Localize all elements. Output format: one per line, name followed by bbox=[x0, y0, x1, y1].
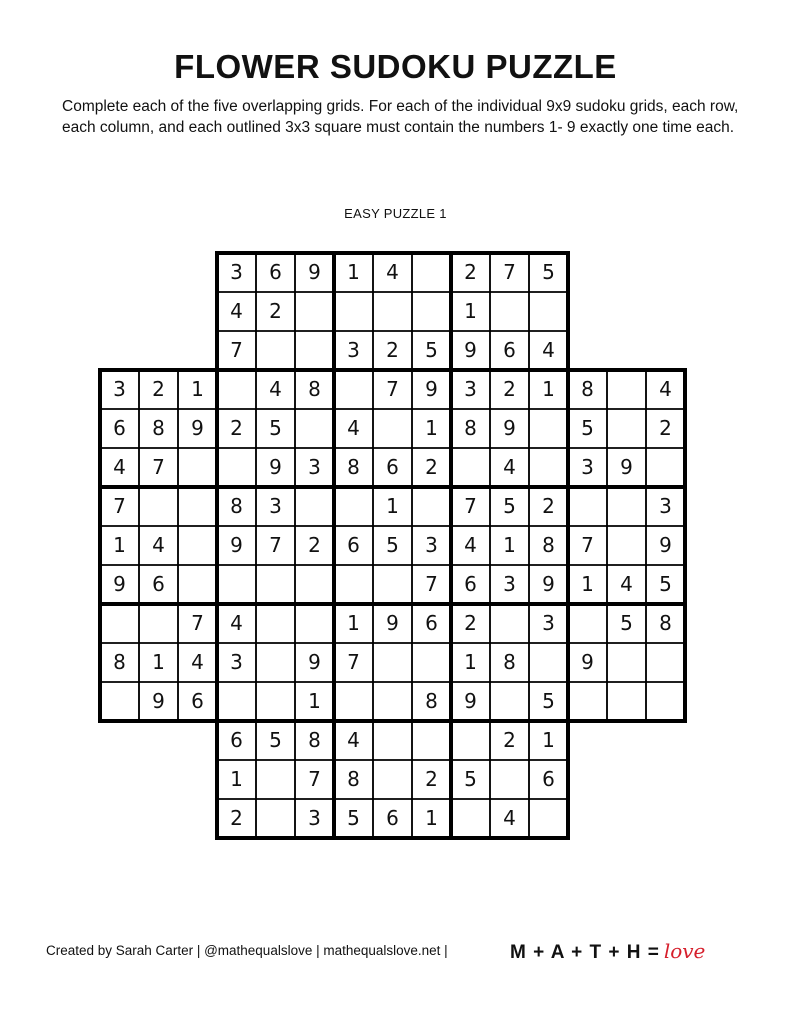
sudoku-cell[interactable]: 6 bbox=[113, 416, 126, 440]
sudoku-cell[interactable]: 1 bbox=[503, 533, 516, 557]
sudoku-cell[interactable]: 8 bbox=[152, 416, 165, 440]
sudoku-cell[interactable]: 3 bbox=[464, 377, 477, 401]
sudoku-cell[interactable]: 9 bbox=[659, 533, 672, 557]
sudoku-cell[interactable]: 7 bbox=[581, 533, 594, 557]
sudoku-cell[interactable]: 1 bbox=[230, 767, 243, 791]
sudoku-cell[interactable]: 4 bbox=[347, 416, 360, 440]
sudoku-cell[interactable]: 3 bbox=[581, 455, 594, 479]
sudoku-cell[interactable]: 8 bbox=[308, 728, 321, 752]
sudoku-cell[interactable]: 2 bbox=[659, 416, 672, 440]
sudoku-cell[interactable]: 8 bbox=[113, 650, 126, 674]
sudoku-cell[interactable]: 2 bbox=[386, 338, 399, 362]
sudoku-cell[interactable]: 5 bbox=[620, 611, 633, 635]
sudoku-cell[interactable]: 9 bbox=[620, 455, 633, 479]
sudoku-cell[interactable]: 2 bbox=[542, 494, 555, 518]
sudoku-cell[interactable]: 4 bbox=[503, 455, 516, 479]
sudoku-cell[interactable]: 7 bbox=[425, 572, 438, 596]
puzzle-subtitle: EASY PUZZLE 1 bbox=[344, 206, 447, 221]
sudoku-cell[interactable]: 9 bbox=[503, 416, 516, 440]
sudoku-cell[interactable]: 9 bbox=[269, 455, 282, 479]
sudoku-cell[interactable]: 7 bbox=[191, 611, 204, 635]
sudoku-cell[interactable]: 3 bbox=[230, 260, 243, 284]
sudoku-cell[interactable]: 5 bbox=[347, 806, 360, 830]
sudoku-cell[interactable]: 9 bbox=[230, 533, 243, 557]
sudoku-cell[interactable]: 6 bbox=[503, 338, 516, 362]
sudoku-cell[interactable]: 1 bbox=[113, 533, 126, 557]
sudoku-cell[interactable]: 2 bbox=[464, 260, 477, 284]
sudoku-cell[interactable]: 8 bbox=[425, 689, 438, 713]
sudoku-cell[interactable]: 6 bbox=[464, 572, 477, 596]
sudoku-cell[interactable]: 5 bbox=[542, 689, 555, 713]
sudoku-cell[interactable]: 1 bbox=[152, 650, 165, 674]
sudoku-cell[interactable]: 1 bbox=[464, 650, 477, 674]
sudoku-cell[interactable]: 5 bbox=[386, 533, 399, 557]
sudoku-cell[interactable]: 9 bbox=[308, 260, 321, 284]
sudoku-cell[interactable]: 5 bbox=[269, 416, 282, 440]
sudoku-cell[interactable]: 9 bbox=[464, 338, 477, 362]
sudoku-cell[interactable]: 2 bbox=[230, 806, 243, 830]
sudoku-cell[interactable]: 6 bbox=[269, 260, 282, 284]
sudoku-cell[interactable]: 8 bbox=[230, 494, 243, 518]
sudoku-cell[interactable]: 2 bbox=[425, 455, 438, 479]
brand-logo bbox=[510, 939, 705, 964]
sudoku-cell[interactable]: 3 bbox=[425, 533, 438, 557]
sudoku-cell[interactable]: 7 bbox=[230, 338, 243, 362]
sudoku-cell[interactable]: 6 bbox=[386, 806, 399, 830]
sudoku-cell[interactable]: 1 bbox=[542, 728, 555, 752]
sudoku-cell[interactable]: 5 bbox=[659, 572, 672, 596]
sudoku-cell[interactable]: 1 bbox=[308, 689, 321, 713]
sudoku-cell[interactable]: 1 bbox=[347, 611, 360, 635]
sudoku-cell[interactable]: 1 bbox=[386, 494, 399, 518]
sudoku-cell[interactable]: 9 bbox=[581, 650, 594, 674]
sudoku-cell[interactable]: 2 bbox=[152, 377, 165, 401]
sudoku-cell[interactable]: 2 bbox=[503, 728, 516, 752]
sudoku-cell[interactable]: 8 bbox=[503, 650, 516, 674]
sudoku-cell[interactable]: 3 bbox=[308, 806, 321, 830]
sudoku-cell[interactable]: 7 bbox=[503, 260, 516, 284]
sudoku-cell[interactable]: 5 bbox=[581, 416, 594, 440]
sudoku-cell[interactable]: 4 bbox=[464, 533, 477, 557]
sudoku-cell[interactable]: 4 bbox=[503, 806, 516, 830]
sudoku-cell[interactable]: 3 bbox=[347, 338, 360, 362]
sudoku-cell[interactable]: 4 bbox=[191, 650, 204, 674]
sudoku-cell[interactable]: 3 bbox=[308, 455, 321, 479]
sudoku-cell[interactable]: 6 bbox=[347, 533, 360, 557]
sudoku-cell[interactable]: 4 bbox=[269, 377, 282, 401]
sudoku-cell[interactable]: 6 bbox=[386, 455, 399, 479]
sudoku-cell[interactable]: 3 bbox=[113, 377, 126, 401]
sudoku-cell[interactable]: 4 bbox=[230, 299, 243, 323]
sudoku-cell[interactable]: 3 bbox=[659, 494, 672, 518]
sudoku-cell[interactable]: 6 bbox=[425, 611, 438, 635]
sudoku-cell[interactable]: 1 bbox=[581, 572, 594, 596]
sudoku-cell[interactable]: 5 bbox=[425, 338, 438, 362]
sudoku-cell[interactable]: 7 bbox=[152, 455, 165, 479]
sudoku-cell[interactable]: 7 bbox=[464, 494, 477, 518]
sudoku-cell[interactable]: 8 bbox=[464, 416, 477, 440]
sudoku-cell[interactable]: 9 bbox=[308, 650, 321, 674]
sudoku-cell[interactable]: 5 bbox=[464, 767, 477, 791]
sudoku-cell[interactable]: 9 bbox=[386, 611, 399, 635]
sudoku-cell[interactable]: 3 bbox=[503, 572, 516, 596]
sudoku-cell[interactable]: 5 bbox=[503, 494, 516, 518]
sudoku-cell[interactable]: 9 bbox=[191, 416, 204, 440]
sudoku-cell[interactable]: 9 bbox=[542, 572, 555, 596]
sudoku-cell[interactable]: 2 bbox=[230, 416, 243, 440]
sudoku-cell[interactable]: 2 bbox=[269, 299, 282, 323]
sudoku-cell[interactable]: 2 bbox=[308, 533, 321, 557]
sudoku-cell[interactable]: 6 bbox=[542, 767, 555, 791]
sudoku-cell[interactable]: 1 bbox=[347, 260, 360, 284]
sudoku-cell[interactable]: 1 bbox=[542, 377, 555, 401]
sudoku-cell[interactable]: 1 bbox=[425, 416, 438, 440]
love-script: love bbox=[663, 939, 706, 963]
sudoku-cell[interactable]: 7 bbox=[347, 650, 360, 674]
sudoku-cell[interactable]: 7 bbox=[269, 533, 282, 557]
sudoku-cell[interactable]: 4 bbox=[152, 533, 165, 557]
sudoku-cell[interactable]: 3 bbox=[542, 611, 555, 635]
sudoku-cell[interactable]: 4 bbox=[659, 377, 672, 401]
sudoku-cell[interactable]: 6 bbox=[230, 728, 243, 752]
sudoku-cell[interactable]: 8 bbox=[308, 377, 321, 401]
sudoku-cell[interactable]: 8 bbox=[542, 533, 555, 557]
sudoku-cell[interactable]: 9 bbox=[425, 377, 438, 401]
sudoku-cell[interactable]: 7 bbox=[308, 767, 321, 791]
sudoku-cell[interactable]: 9 bbox=[464, 689, 477, 713]
sudoku-cell[interactable]: 1 bbox=[464, 299, 477, 323]
sudoku-cell[interactable]: 5 bbox=[542, 260, 555, 284]
sudoku-cell[interactable]: 4 bbox=[347, 728, 360, 752]
instructions-text: Complete each of the five overlapping grids. For each of the individual 9x9 sudoku grids, each row, each column, and each outlined 3x3 square must contain the numbers 1- 9 exactly one time each. bbox=[62, 98, 739, 136]
sudoku-cell[interactable]: 6 bbox=[152, 572, 165, 596]
sudoku-cell[interactable]: 3 bbox=[269, 494, 282, 518]
sudoku-cell[interactable]: 4 bbox=[113, 455, 126, 479]
sudoku-cell[interactable]: 1 bbox=[425, 806, 438, 830]
sudoku-cell[interactable]: 4 bbox=[386, 260, 399, 284]
sudoku-cell[interactable]: 4 bbox=[542, 338, 555, 362]
sudoku-cell[interactable]: 5 bbox=[269, 728, 282, 752]
sudoku-cell[interactable]: 4 bbox=[230, 611, 243, 635]
page-title: FLOWER SUDOKU PUZZLE bbox=[174, 48, 617, 85]
sudoku-cell[interactable]: 9 bbox=[113, 572, 126, 596]
sudoku-cell[interactable]: 9 bbox=[152, 689, 165, 713]
sudoku-cell[interactable]: 8 bbox=[347, 767, 360, 791]
sudoku-cell[interactable]: 2 bbox=[425, 767, 438, 791]
footer-credit: Created by Sarah Carter | @mathequalslove | mathequalslove.net | bbox=[46, 943, 448, 958]
sudoku-cell[interactable]: 4 bbox=[620, 572, 633, 596]
sudoku-cell[interactable]: 8 bbox=[347, 455, 360, 479]
sudoku-cell[interactable]: 8 bbox=[581, 377, 594, 401]
sudoku-cell[interactable]: 1 bbox=[191, 377, 204, 401]
sudoku-cell[interactable]: 6 bbox=[191, 689, 204, 713]
sudoku-cell[interactable]: 7 bbox=[113, 494, 126, 518]
sudoku-cell[interactable]: 2 bbox=[464, 611, 477, 635]
brand-text: M + A + T + H = bbox=[510, 942, 660, 963]
sudoku-cell[interactable]: 3 bbox=[230, 650, 243, 674]
sudoku-cell[interactable]: 2 bbox=[503, 377, 516, 401]
sudoku-cell[interactable]: 7 bbox=[386, 377, 399, 401]
sudoku-cell[interactable]: 8 bbox=[659, 611, 672, 635]
